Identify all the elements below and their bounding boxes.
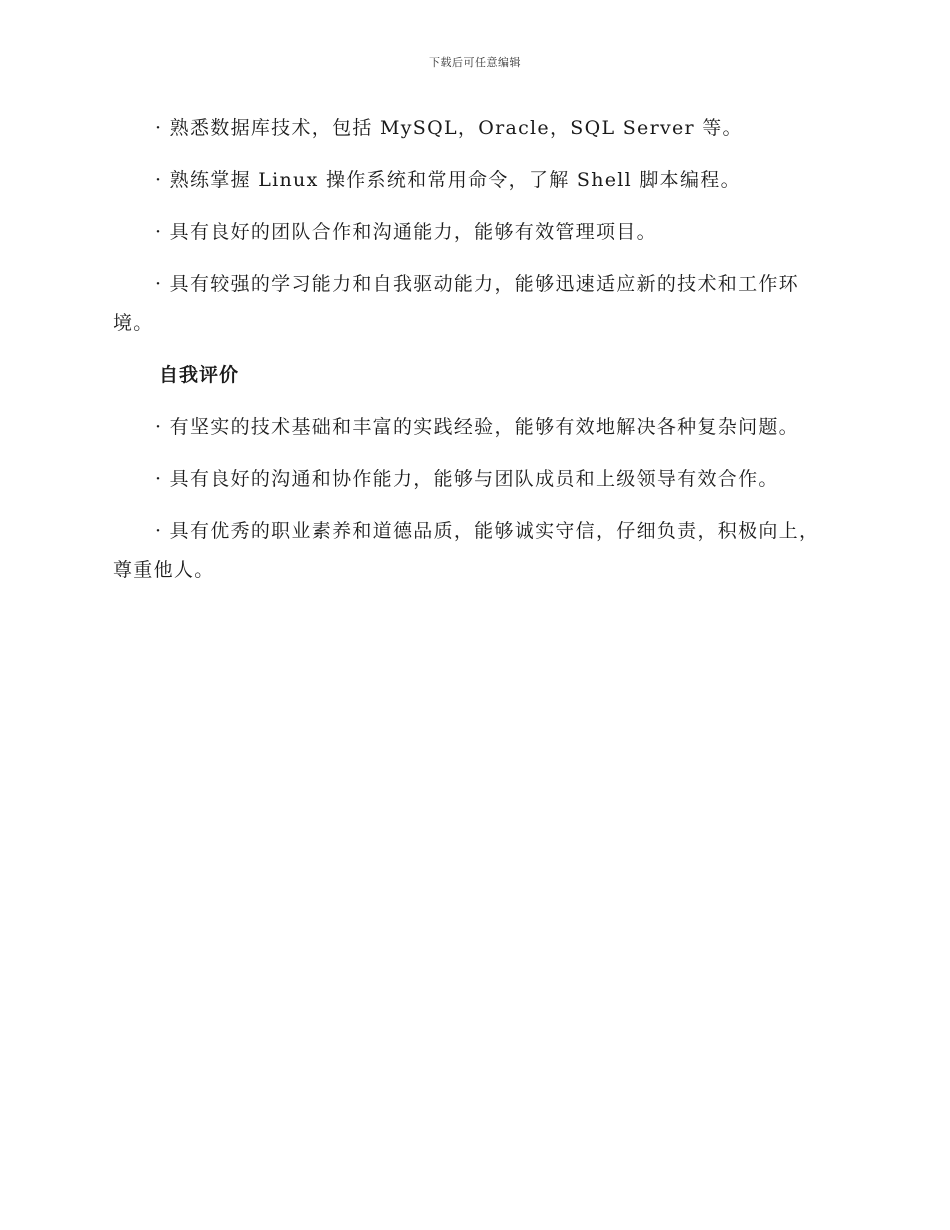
page-header: 下载后可任意编辑 xyxy=(429,56,521,69)
skill-item: · 熟悉数据库技术，包括 MySQL，Oracle，SQL Server 等。 xyxy=(155,117,743,139)
skill-item: · 熟练掌握 Linux 操作系统和常用命令，了解 Shell 脚本编程。 xyxy=(155,169,741,191)
self-evaluation-item: · 有坚实的技术基础和丰富的实践经验，能够有效地解决各种复杂问题。 xyxy=(155,416,799,438)
self-evaluation-item: · 具有优秀的职业素养和道德品质，能够诚实守信，仔细负责，积极向上，尊重他人。 xyxy=(113,520,820,581)
document-body xyxy=(113,109,825,603)
section-title-self-evaluation: 自我评价 xyxy=(159,364,240,386)
skill-item: · 具有较强的学习能力和自我驱动能力，能够迅速适应新的技术和工作环境。 xyxy=(113,273,799,334)
self-evaluation-item: · 具有良好的沟通和协作能力，能够与团队成员和上级领导有效合作。 xyxy=(155,468,779,490)
skill-item: · 具有良好的团队合作和沟通能力，能够有效管理项目。 xyxy=(155,221,657,243)
